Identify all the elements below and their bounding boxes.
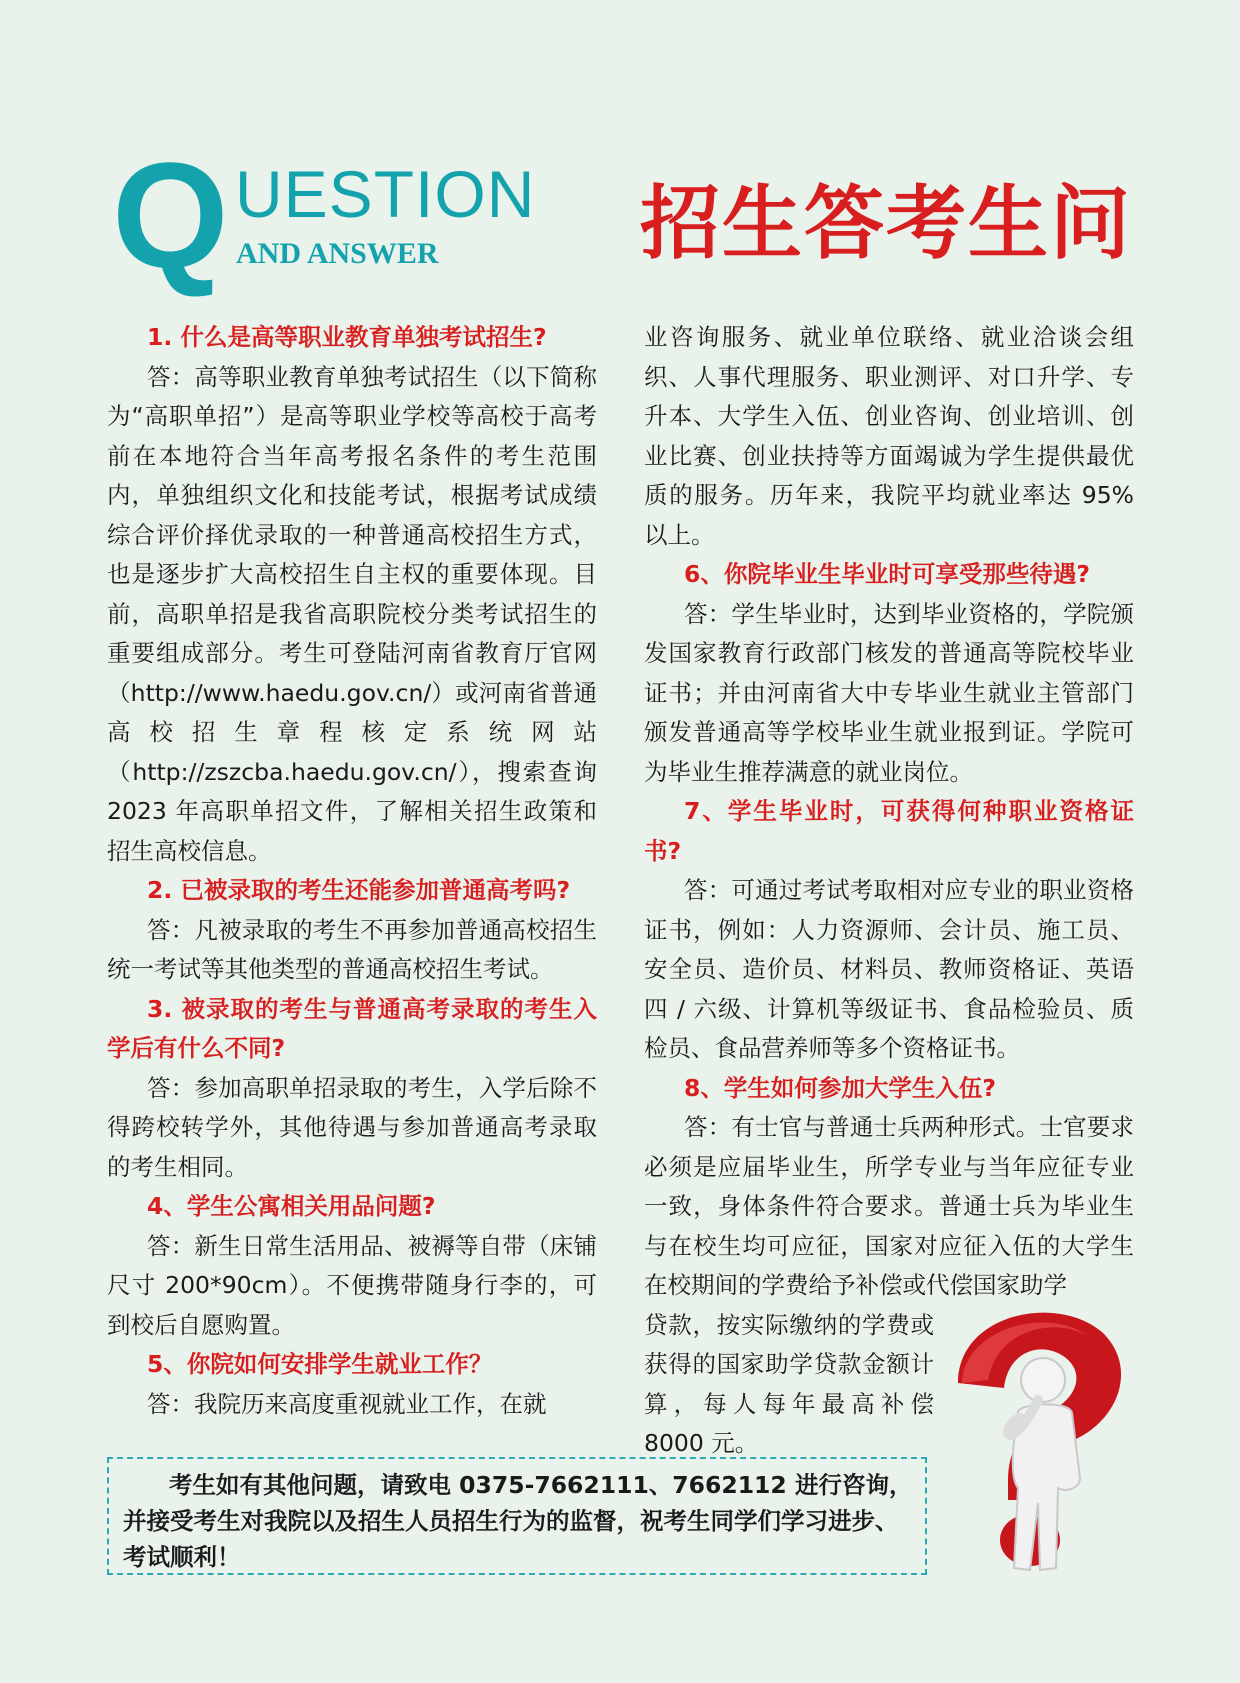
question-4: 4、学生公寓相关用品问题? (147, 1192, 436, 1220)
page-title: 招生答考生问 (640, 177, 1132, 270)
answer-1: 答：高等职业教育单独考试招生（以下简称为“高职单招”）是高等职业学校等高校于高考前在本地符合当年高考报名条件的考生范围内，单独组织文化和技能考试，根据考试成绩综合评价择优录取的一种普通高校招生方式，也是逐步扩大高校招生自主权的重要体现。目前，高职单招是我省高职院校分类考试招生的重要组成部分。考生可登陆河南省教育厅官网（http://www.haedu.gov.cn/）或河南省普通高校招生章程核定系统网站（http://zszcba.haedu.gov.cn/），搜索查询 2023 年高职单招文件，了解相关招生政策和招生高校信息。 (107, 362, 597, 865)
answer-4: 答：新生日常生活用品、被褥等自带（床铺尺寸 200*90cm）。不便携带随身行李的，可到校后自愿购置。 (107, 1231, 597, 1339)
logo-question-word: UESTION (235, 157, 536, 231)
question-7: 7、学生毕业时，可获得何种职业资格证书? (644, 797, 1134, 865)
question-2: 2. 已被录取的考生还能参加普通高考吗? (147, 876, 571, 904)
answer-5-continued: 业咨询服务、就业单位联络、就业洽谈会组织、人事代理服务、职业测评、对口升学、专升本、大学生入伍、创业咨询、创业培训、创业比赛、创业扶持等方面竭诚为学生提供最优质的服务。历年来，我院平均就业率达 95% 以上。 (644, 323, 1134, 549)
answer-5: 答：我院历来高度重视就业工作，在就 (147, 1389, 547, 1418)
answer-2: 答：凡被录取的考生不再参加普通高校招生统一考试等其他类型的普通高校招生考试。 (107, 915, 597, 983)
question-3: 3. 被录取的考生与普通高考录取的考生入学后有什么不同? (107, 994, 597, 1062)
question-5: 5、你院如何安排学生就业工作？ (147, 1350, 493, 1378)
question-mark-figure-icon (938, 1288, 1138, 1588)
question-8: 8、学生如何参加大学生入伍? (684, 1073, 996, 1102)
answer-7: 答：可通过考试考取相对应专业的职业资格证书，例如：人力资源师、会计员、施工员、安全员、造价员、材料员、教师资格证、英语四 / 六级、计算机等级证书、食品检验员、质检员、食品营养师等多个资格证书。 (644, 876, 1134, 1062)
logo-subtitle: AND ANSWER (236, 237, 439, 270)
answer-3: 答：参加高职单招录取的考生，入学后除不得跨校转学外，其他待遇与参加普通高考录取的考生相同。 (107, 1073, 597, 1181)
contact-notice-box: 考生如有其他问题，请致电 0375-7662111、7662112 进行咨询，并接受考生对我院以及招生人员招生行为的监督，祝考生同学们学习进步、考试顺利！ (107, 1457, 927, 1575)
answer-8: 答：有士官与普通士兵两种形式。士官要求必须是应届毕业生，所学专业与当年应征专业一致，身体条件符合要求。普通士兵为毕业生与在校生均可应征，国家对应征入伍的大学生在校期间的学费给予补偿或代偿国家助学 (644, 1113, 1134, 1299)
answer-8-tail: 贷款，按实际缴纳的学费或获得的国家助学贷款金额计算，每人每年最高补偿 8000 元。 (644, 1310, 934, 1457)
question-1: 1. 什么是高等职业教育单独考试招生? (147, 323, 547, 351)
question-6: 6、你院毕业生毕业时可享受那些待遇? (684, 560, 1090, 588)
answer-6: 答：学生毕业时，达到毕业资格的，学院颁发国家教育行政部门核发的普通高等院校毕业证书；并由河南省大中专毕业生就业主管部门颁发普通高等学校毕业生就业报到证。学院可为毕业生推荐满意的就业岗位。 (644, 599, 1134, 786)
logo-q-letter: Q (112, 131, 229, 299)
header (0, 0, 1240, 300)
left-column (107, 318, 597, 1424)
